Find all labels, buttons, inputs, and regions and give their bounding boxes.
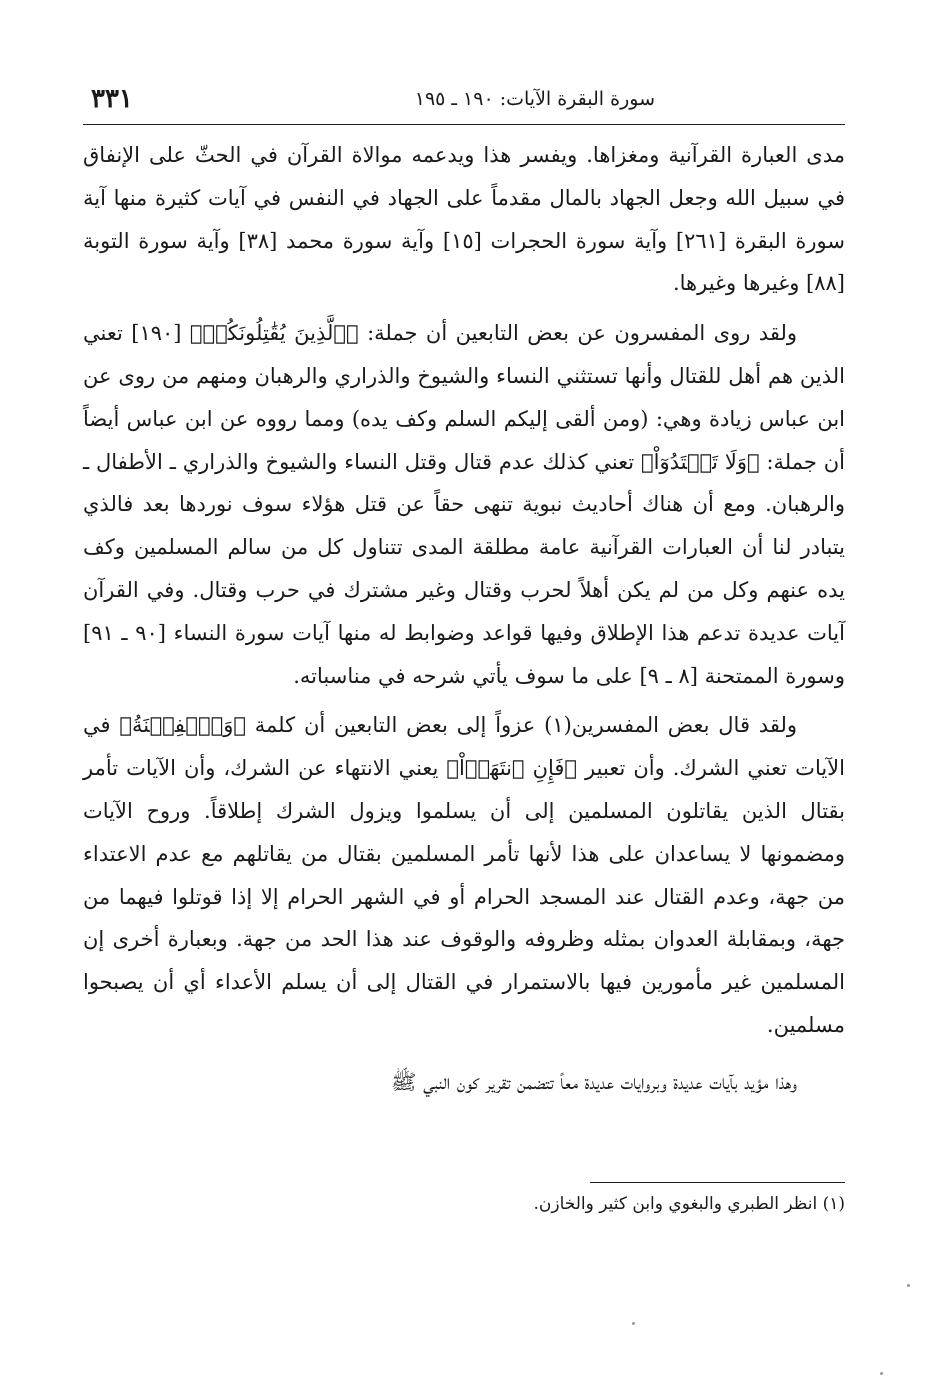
scan-speck [907,1284,910,1287]
scan-speck [880,1372,883,1375]
paragraph-3: ولقد قال بعض المفسرين(١) عزواً إلى بعض التابعين أن كلمة ﴿وَٱلۡفِتۡنَةُ﴾ في الآيات تعني الشرك. وأن تعبير ﴿فَإِنِ ٱنتَهَوۡاْ﴾ يعني الانتهاء عن الشرك، وأن الآيات تأمر بقتال الذين يقاتلون المسلمين إلى أن يسلموا ويزول الشرك إطلاقاً. وروح الآيات ومضمونها لا يساعدان على هذا لأنها تأمر المسلمين بقتال من يقاتلهم مع عدم الاعتداء من جهة، وعدم القتال عند المسجد الحرام أو في الشهر الحرام إلا إذا قوتلوا فيهما من جهة، وبمقابلة العدوان بمثله وظروفه والوقوف عند هذا الحد من جهة. وبعبارة أخرى إن المسلمين غير مأمورين فيها بالاستمرار في القتال إلى أن يسلم الأعداء أي أن يصبحوا مسلمين. [83,713,845,1037]
paragraph-1: مدى العبارة القرآنية ومغزاها. ويفسر هذا ويدعمه موالاة القرآن في الحثّ على الإنفاق في سبيل الله وجعل الجهاد بالمال مقدماً على الجهاد في النفس في آيات كثيرة منها آية سورة البقرة [٢٦١] وآية سورة الحجرات [١٥] وآية سورة محمد [٣٨] وآية سورة التوبة [٨٨] وغيرها وغيرها. [83,143,845,296]
main-text [83,134,845,1111]
paragraph-2: ولقد روى المفسرون عن بعض التابعين أن جملة: ﴿ٱلَّذِينَ يُقَٰتِلُونَكُمۡ﴾ [١٩٠] تعني الذين هم أهل للقتال وأنها تستثني النساء والشيوخ والذراري والرهبان ومنهم من روى عن ابن عباس زيادة وهي: (ومن ألقى إليكم السلم وكف يده) ومما رووه عن ابن عباس أيضاً أن جملة: ﴿وَلَا تَعۡتَدُوٓاْ﴾ تعني كذلك عدم قتال وقتل النساء والشيوخ والذراري ـ الأطفال ـ والرهبان. ومع أن هناك أحاديث نبوية تنهى حقاً عن قتل هؤلاء سوف نوردها بعد فالذي يتبادر لنا أن العبارات القرآنية عامة مطلقة المدى تتناول كل من سالم المسلمين وكف يده عنهم وكل من لم يكن أهلاً لحرب وقتال وغير مشترك في حرب وقتال. وفي القرآن آيات عديدة تدعم هذا الإطلاق وفيها قواعد وضوابط له منها آيات سورة النساء [٩٠ ـ ٩١] وسورة الممتحنة [٨ ـ ٩] على ما سوف يأتي شرحه في مناسباته. [83,321,845,688]
scan-speck [632,1322,635,1325]
running-title: سورة البقرة الآيات: ١٩٠ ـ ١٩٥ [414,88,655,110]
header-divider [83,124,845,125]
page-number: ٣٣١ [91,84,133,114]
page-header [83,86,845,120]
footnote-divider [590,1182,845,1183]
footnote: (١) انظر الطبري والبغوي وابن كثير والخازن. [533,1194,845,1214]
paragraph-4: وهذا مؤيد بآيات عديدة وبروايات عديدة معاً تتضمن تقرير كون النبي ﷺ [391,1069,797,1094]
